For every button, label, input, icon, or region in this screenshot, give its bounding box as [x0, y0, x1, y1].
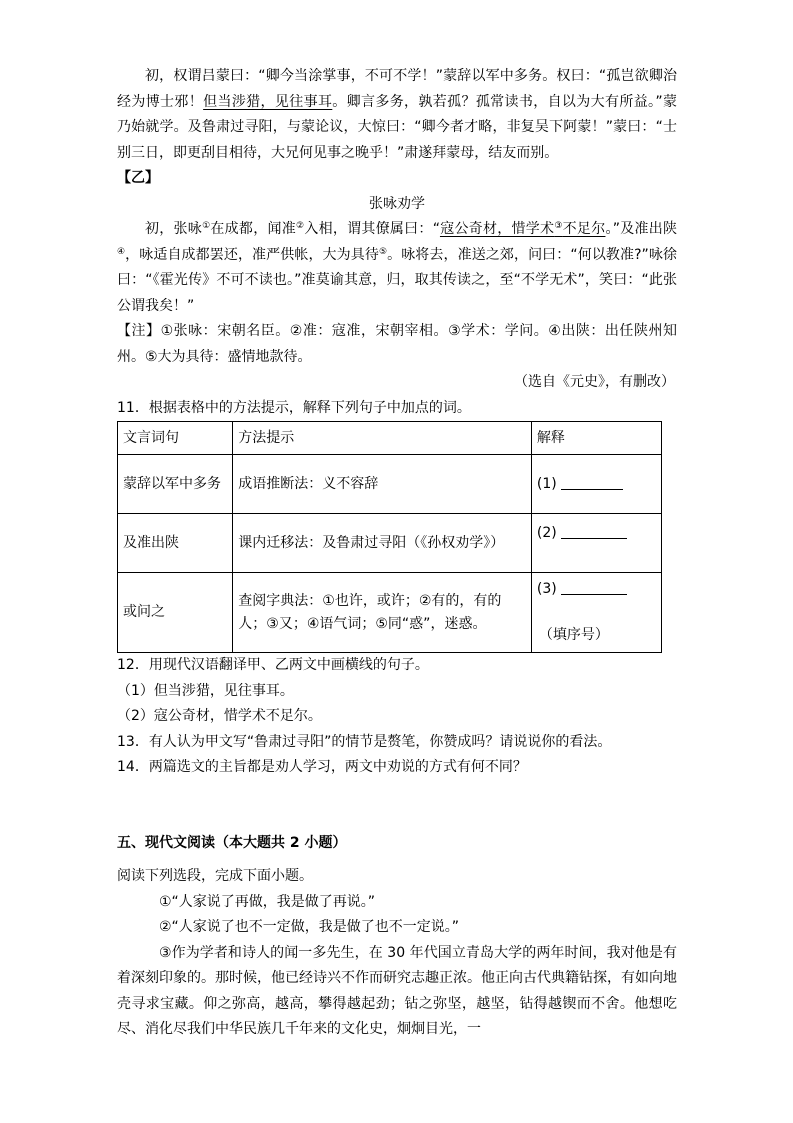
table-header-cell: 文言词句 [118, 422, 233, 455]
table-cell-phrase: 蒙辞以军中多务 [118, 455, 233, 514]
footnote-marker: ④ [117, 246, 126, 257]
underlined-text: 寇公奇材，惜学术 [439, 221, 555, 237]
answer-number: (2) [536, 525, 557, 541]
underlined-sentence-yi [440, 221, 606, 237]
table-header-cell: 解释 [531, 422, 661, 455]
passage-jia-text-a: 初，权谓吕蒙曰：“卿今当涂掌事，不可不学！”蒙辞以军中多务。权曰：“孤岂欲卿治经为博士邪！ [117, 68, 677, 110]
exam-page [117, 64, 677, 1043]
footnote-marker: ① [202, 221, 211, 231]
passage-yi-text: 入相，谓其僚属曰：“ [304, 221, 440, 237]
passage-yi [117, 217, 677, 319]
underlined-text: 不足尔 [562, 221, 606, 237]
question-14: 14．两篇选文的主旨都是劝人学习，两文中劝说的方式有何不同？ [117, 759, 527, 775]
question-12: 12．用现代汉语翻译甲、乙两文中画横线的句子。 [117, 657, 429, 673]
passage-yi-title: 张咏劝学 [369, 195, 425, 212]
quote-2: ②“人家说了也不一定做，我是做了也不一定说。” [159, 919, 460, 935]
answer-blank[interactable] [561, 475, 623, 490]
answer-number: (3) [536, 581, 557, 597]
question-11: 11．根据表格中的方法提示，解释下列句子中加点的词。 [117, 399, 471, 416]
footnote-marker: ⑤ [378, 246, 388, 257]
spacer [117, 856, 677, 864]
question-13: 13．有人认为甲文写“鲁肃过寻阳”的情节是赘笔，你赞成吗？请说说你的看法。 [117, 733, 612, 750]
table-cell-answer [531, 573, 661, 653]
footnote-marker: ② [295, 221, 305, 231]
question-12-sentence-2: （2）寇公奇材，惜学术不足尔。 [117, 708, 322, 724]
passage-jia [117, 64, 677, 166]
table-cell-phrase: 或问之 [118, 573, 233, 653]
question-12-sentence-1: （1）但当涉猎，见往事耳。 [117, 682, 294, 699]
table-row [118, 514, 662, 573]
answer-number: (1) [536, 475, 557, 492]
passage-yi-text: 在成都，闻准 [210, 221, 296, 237]
section-5-heading: 五、现代文阅读（本大题共 2 小题） [117, 834, 347, 851]
passage-yi-text: ，咏适自成都罢还，准严供帐，大为具待 [125, 246, 379, 263]
table-cell-hint: 课内迁移法：及鲁肃过寻阳（《孙权劝学》） [233, 514, 532, 573]
passage-wen-yiduo: ③作为学者和诗人的闻一多先生，在 30 年代国立青岛大学的两年时间，我对他是有着深刻印象的。那时候，他已经诗兴不作而研究志趣正浓。他正向古代典籍钻探，有如向地壳寻求宝藏。仰之弥高，越高，攀得越起劲；钻之弥坚，越坚，钻得越锲而不舍。他想吃尽、消化尽我们中华民族几千年来的文化史，炯炯目光，一 [117, 944, 677, 1037]
table-cell-hint: 成语推断法：义不容辞 [233, 455, 532, 514]
passage-jia-text-b: 。卿言多务，孰若孤？孤常读书，自以为大有所益。”蒙乃始就学。及鲁肃过寻阳，与蒙论议，大惊曰：“卿今者才略，非复吴下阿蒙！”蒙曰：“士别三日，即更刮目相待，大兄何见事之晚乎！”肃遂拜蒙母，结友而别。 [117, 93, 678, 161]
passage-yi-text: 。”及准出陕 [605, 221, 678, 237]
table-cell-hint: 查阅字典法：①也许，或许；②有的，有的人；③又；④语气词；⑤同“惑”，迷惑。 [233, 573, 532, 653]
footnote-marker: ③ [554, 221, 563, 231]
table-row [118, 455, 662, 514]
passage-yi-source: （选自《元史》，有删改） [514, 374, 675, 390]
answer-note: （填序号） [538, 627, 609, 643]
table-header-cell: 方法提示 [233, 422, 532, 455]
underlined-sentence-jia: 但当涉猎，见往事耳 [203, 93, 333, 110]
passage-yi-text: 初，张咏 [145, 221, 203, 237]
table-cell-phrase: 及准出陕 [118, 514, 233, 573]
section-5-intro: 阅读下列选段，完成下面小题。 [117, 868, 313, 884]
method-table [117, 421, 662, 653]
table-header-row [118, 422, 662, 455]
answer-blank[interactable] [561, 524, 627, 539]
table-row [118, 573, 662, 653]
spacer [117, 781, 677, 831]
passage-yi-text: 。咏将去，准送之郊，问曰：“何以教准?”咏徐曰：“《霍光传》不可不读也。”准莫谕其意，归，取其传读之，至“不学无术”，笑曰：“此张公谓我矣！” [117, 246, 677, 314]
passage-yi-notes: 【注】①张咏：宋朝名臣。②准：寇准，宋朝宰相。③学术：学问。④出陕：出任陕州知州。⑤大为具待：盛情地款待。 [117, 323, 677, 365]
answer-blank[interactable] [561, 580, 627, 595]
quote-1: ①“人家说了再做，我是做了再说。” [159, 893, 376, 910]
table-cell-answer [531, 455, 661, 514]
label-yi: 【乙】 [117, 170, 159, 186]
table-cell-answer [531, 514, 661, 573]
